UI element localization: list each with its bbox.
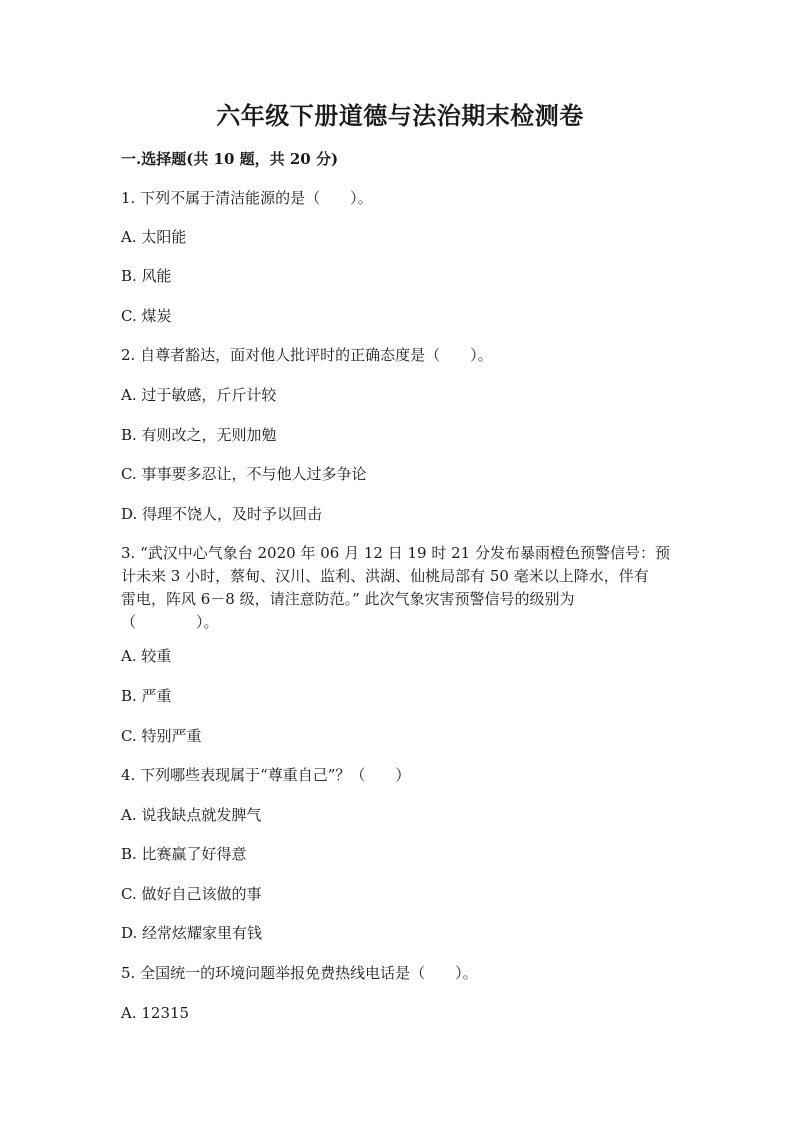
question-1-option-b: B. 风能 (121, 267, 172, 285)
question-3-option-a: A. 较重 (121, 647, 172, 665)
question-2-option-a: A. 过于敏感，斤斤计较 (121, 386, 277, 404)
question-3-stem (121, 542, 686, 634)
question-3-stem-line: 3. “武汉中心气象台 2020 年 06 月 12 日 19 时 21 分发布暴雨橙色预警信号：预 (121, 544, 670, 562)
question-4-stem: 4. 下列哪些表现属于“尊重自己”？（ ） (121, 766, 411, 784)
question-2-option-c: C. 事事要多忍让，不与他人过多争论 (121, 465, 367, 483)
document-title: 六年级下册道德与法治期末检测卷 (216, 101, 584, 130)
question-3-stem-line: 雷电，阵风 6－8 级，请注意防范。” 此次气象灾害预警信号的级别为 (121, 590, 575, 608)
question-5-stem: 5. 全国统一的环境问题举报免费热线电话是（ ）。 (121, 964, 478, 982)
question-4-option-a: A. 说我缺点就发脾气 (121, 806, 262, 824)
question-2-stem: 2. 自尊者豁达，面对他人批评时的正确态度是（ ）。 (121, 346, 493, 364)
question-2-option-d: D. 得理不饶人，及时予以回击 (121, 505, 323, 523)
question-3-option-b: B. 严重 (121, 687, 172, 705)
question-4-option-b: B. 比赛赢了好得意 (121, 845, 247, 863)
question-4-option-c: C. 做好自己该做的事 (121, 885, 262, 903)
question-2-option-b: B. 有则改之，无则加勉 (121, 426, 277, 444)
question-5-option-a: A. 12315 (121, 1004, 190, 1022)
question-3-stem-line: （ ）。 (121, 613, 219, 631)
question-3-option-c: C. 特别严重 (121, 727, 202, 745)
question-1-option-c: C. 煤炭 (121, 307, 172, 325)
section-heading: 一.选择题(共 10 题，共 20 分) (121, 150, 339, 168)
question-3-stem-line: 计未来 3 小时，蔡甸、汉川、监利、洪湖、仙桃局部有 50 毫米以上降水，伴有 (121, 567, 649, 585)
question-4-option-d: D. 经常炫耀家里有钱 (121, 924, 263, 942)
question-1-stem: 1. 下列不属于清洁能源的是（ ）。 (121, 189, 373, 207)
question-1-option-a: A. 太阳能 (121, 228, 187, 246)
